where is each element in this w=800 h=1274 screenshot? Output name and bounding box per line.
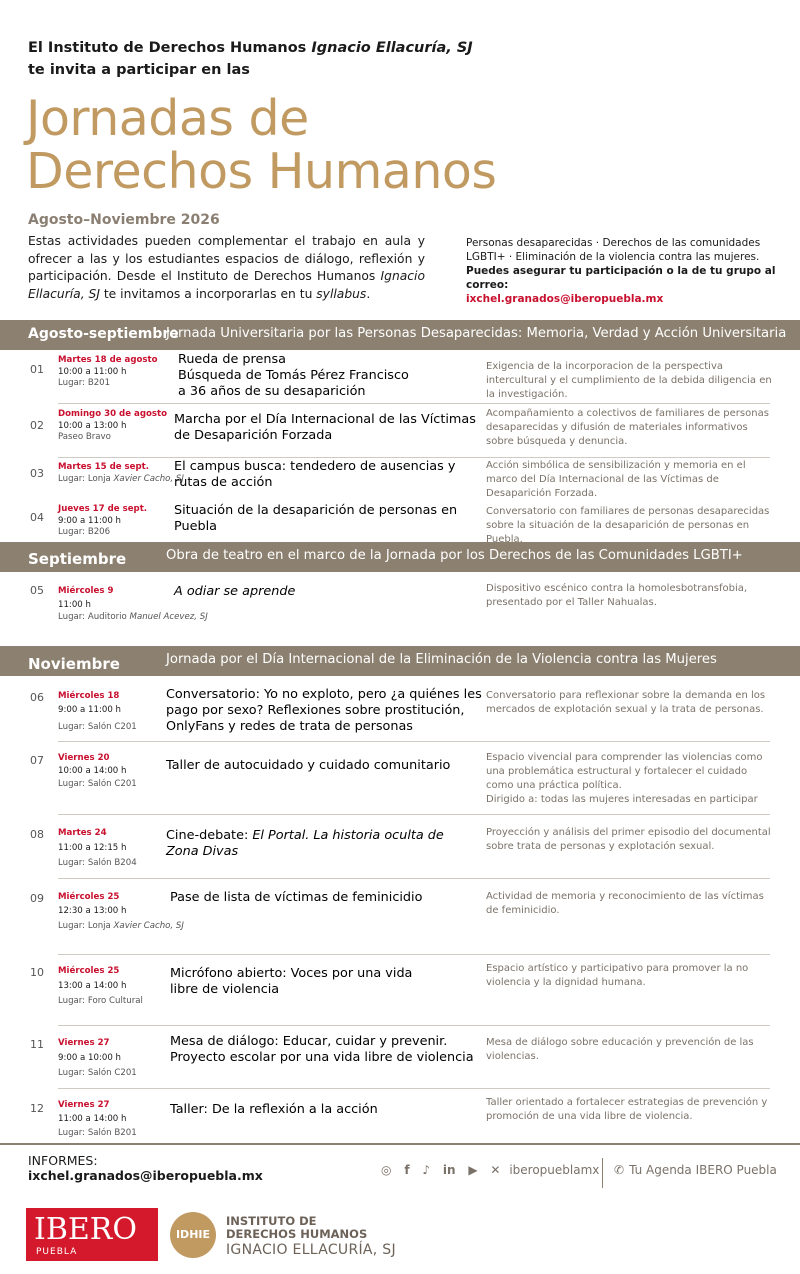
event-when: Viernes 20 10:00 a 14:00 h Lugar: Salón C201: [58, 753, 137, 789]
tiktok-icon[interactable]: ♪: [422, 1163, 431, 1177]
event-row-05: [0, 582, 800, 638]
event-title: Marcha por el Día Internacional de las Víctimas de Desaparición Forzada: [174, 412, 476, 443]
event-number: 01: [30, 363, 44, 376]
whatsapp-label: Tu Agenda IBERO Puebla: [629, 1163, 777, 1177]
event-title: Conversatorio: Yo no exploto, pero ¿a quiénes les pago por sexo? Reflexiones sobre prostitución, OnlyFans y redes de trata de personas: [166, 687, 482, 734]
event-number: 12: [30, 1102, 44, 1115]
footer-divider: [0, 1143, 800, 1145]
event-number: 06: [30, 691, 44, 704]
section-band-noviembre: [0, 646, 800, 676]
event-row-01: [0, 352, 800, 404]
event-when: Viernes 27 9:00 a 10:00 h Lugar: Salón C201: [58, 1038, 137, 1078]
band-title: Jornada Universitaria por las Personas Desaparecidas: Memoria, Verdad y Acción Universitaria: [166, 326, 787, 341]
event-title: Mesa de diálogo: Educar, cuidar y prevenir. Proyecto escolar por una vida libre de violencia: [170, 1034, 474, 1065]
event-number: 02: [30, 419, 44, 432]
band-label: Agosto-septiembre: [28, 326, 179, 342]
event-title: A odiar se aprende: [174, 584, 296, 599]
event-note: Proyección y análisis del primer episodio del documental sobre trata de personas y explotación sexual.: [486, 827, 771, 852]
side-info: [466, 236, 796, 306]
event-number: 08: [30, 828, 44, 841]
event-row-10: [0, 962, 800, 1024]
date-range: Agosto–Noviembre 2026: [28, 212, 220, 228]
idhie-logo: IDHIE: [170, 1212, 216, 1258]
event-note: Espacio artístico y participativo para promover la no violencia y la dignidad humana.: [486, 963, 749, 988]
description: Estas actividades pueden complementar el trabajo en aula y ofrecer a las y los estudiantes espacios de diálogo, reflexión y participación. Desde el Instituto de Derechos Humanos Ignacio Ellacuría, SJ te invitamos a incorporarlas en tu syllabus.: [28, 234, 425, 301]
event-note: Actividad de memoria y reconocimiento de las víctimas de feminicidio.: [486, 891, 764, 916]
event-number: 11: [30, 1038, 44, 1051]
event-when: Martes 24 11:00 a 12:15 h Lugar: Salón B204: [58, 828, 137, 868]
event-note: Acompañamiento a colectivos de familiares de personas desaparecidas y difusión de materiales informativos sobre búsqueda y denuncia.: [486, 408, 769, 447]
cta-email-link[interactable]: ixchel.granados@iberopuebla.mx: [466, 293, 664, 305]
footer-email-link[interactable]: ixchel.granados@iberopuebla.mx: [28, 1168, 263, 1183]
event-row-02: [0, 407, 800, 457]
event-title: Taller de autocuidado y cuidado comunitario: [166, 758, 451, 773]
event-number: 10: [30, 966, 44, 979]
event-note: Espacio vivencial para comprender las violencias como una problemática estructural y fortalecer el cuidado como una práctica política. Dirigido a: todas las mujeres interesadas en participar: [486, 752, 763, 805]
intro-text: El Instituto de Derechos Humanos: [28, 40, 312, 56]
social-handle[interactable]: iberopueblamx: [509, 1163, 600, 1177]
band-label: Noviembre: [28, 655, 120, 673]
footer-label: INFORMES:: [28, 1153, 98, 1168]
event-title: Pase de lista de víctimas de feminicidio: [170, 890, 423, 905]
instagram-icon[interactable]: ◎: [381, 1163, 392, 1177]
main-title-2: Derechos Humanos: [26, 143, 497, 200]
event-number: 07: [30, 754, 44, 767]
event-title: El campus busca: tendedero de ausencias y rutas de acción: [174, 459, 456, 490]
event-number: 03: [30, 467, 44, 480]
event-title: Situación de la desaparición de personas en Puebla: [174, 503, 458, 534]
band-title: Obra de teatro en el marco de la Jornada por los Derechos de las Comunidades LGBTI+: [166, 548, 743, 563]
ibero-logo: IBERO PUEBLA: [26, 1208, 158, 1261]
event-row-11: [0, 1034, 800, 1088]
event-row-04: [0, 503, 800, 545]
main-title-1: Jornadas de: [26, 90, 309, 147]
event-when: Miércoles 25 13:00 a 14:00 h Lugar: Foro Cultural: [58, 966, 143, 1006]
whatsapp-icon: ✆: [614, 1163, 625, 1177]
event-when: Miércoles 18 9:00 a 11:00 h Lugar: Salón C201: [58, 691, 137, 732]
intro-italic: Ignacio Ellacuría, SJ: [311, 40, 473, 56]
event-note: Dispositivo escénico contra la homolesbotransfobia, presentado por el Taller Nahualas.: [486, 583, 748, 608]
cta-text: Puedes asegurar tu participación o la de tu grupo al correo:: [466, 265, 776, 291]
event-row-06: [0, 687, 800, 741]
youtube-icon[interactable]: ▶: [468, 1163, 478, 1177]
event-when: Viernes 27 11:00 a 14:00 h Lugar: Salón B201: [58, 1100, 137, 1138]
linkedin-icon[interactable]: in: [442, 1163, 456, 1177]
facebook-icon[interactable]: f: [404, 1163, 410, 1177]
event-number: 09: [30, 892, 44, 905]
band-label: Septiembre: [28, 550, 127, 568]
event-row-09: [0, 888, 800, 954]
topics: Personas desaparecidas · Derechos de las comunidades LGBTI+ · Eliminación de la violencia contra las mujeres.: [466, 237, 761, 263]
event-note: Conversatorio con familiares de personas desaparecidas sobre la situación de la desaparición de personas en Puebla.: [486, 506, 770, 545]
whatsapp-contact[interactable]: [614, 1163, 777, 1177]
event-note: Conversatorio para reflexionar sobre la demanda en los mercados de explotación sexual y la trata de personas.: [486, 690, 766, 715]
event-number: 05: [30, 584, 44, 597]
event-row-08: [0, 824, 800, 878]
institute-subname: IGNACIO ELLACURÍA, SJ: [226, 1242, 396, 1258]
event-title: Micrófono abierto: Voces por una vida libre de violencia: [170, 966, 413, 997]
event-number: 04: [30, 511, 44, 524]
event-when: Miércoles 9 11:00 h Lugar: Auditorio Manuel Acevez, SJ: [58, 586, 208, 622]
event-when: Jueves 17 de sept. 9:00 a 11:00 h Lugar: B206: [58, 504, 148, 537]
event-when: Domingo 30 de agosto 10:00 a 13:00 h Paseo Bravo: [58, 409, 168, 442]
event-title: Cine-debate: El Portal. La historia oculta de Zona Divas: [166, 828, 444, 859]
band-title: Jornada por el Día Internacional de la Eliminación de la Violencia contra las Mujeres: [166, 652, 717, 667]
event-title: Taller: De la reflexión a la acción: [170, 1102, 378, 1117]
event-note: Taller orientado a fortalecer estrategias de prevención y promoción de una vida libre de violencia.: [486, 1097, 768, 1122]
event-when: Miércoles 25 12:30 a 13:00 h Lugar: Lonja Xavier Cacho, SJ: [58, 892, 184, 931]
event-note: Mesa de diálogo sobre educación y prevención de las violencias.: [486, 1037, 754, 1062]
event-note: Acción simbólica de sensibilización y memoria en el marco del Día Internacional de las Víctimas de Desaparición Forzada.: [486, 460, 746, 499]
event-when: Martes 18 de agosto 10:00 a 11:00 h Lugar: B201: [58, 355, 158, 388]
intro-line-1: [28, 40, 473, 56]
event-note: Exigencia de la incorporacion de la perspectiva intercultural y el cumplimiento de la debida diligencia en la investigación.: [486, 361, 772, 400]
event-row-12: [0, 1096, 800, 1142]
x-icon[interactable]: ✕: [490, 1163, 501, 1177]
footer-vertical-divider: [602, 1158, 603, 1188]
event-row-03: [0, 459, 800, 503]
institute-name: INSTITUTO DE DERECHOS HUMANOS: [226, 1214, 368, 1241]
section-band-agosto: [0, 320, 800, 350]
social-icons: [381, 1163, 599, 1177]
event-row-07: [0, 750, 800, 814]
event-title: Rueda de prensa Búsqueda de Tomás Pérez Francisco a 36 años de su desaparición: [178, 352, 409, 399]
event-when: Martes 15 de sept. Lugar: Lonja Xavier Cacho, SJ: [58, 462, 184, 484]
intro-line-2: te invita a participar en las: [28, 62, 250, 78]
